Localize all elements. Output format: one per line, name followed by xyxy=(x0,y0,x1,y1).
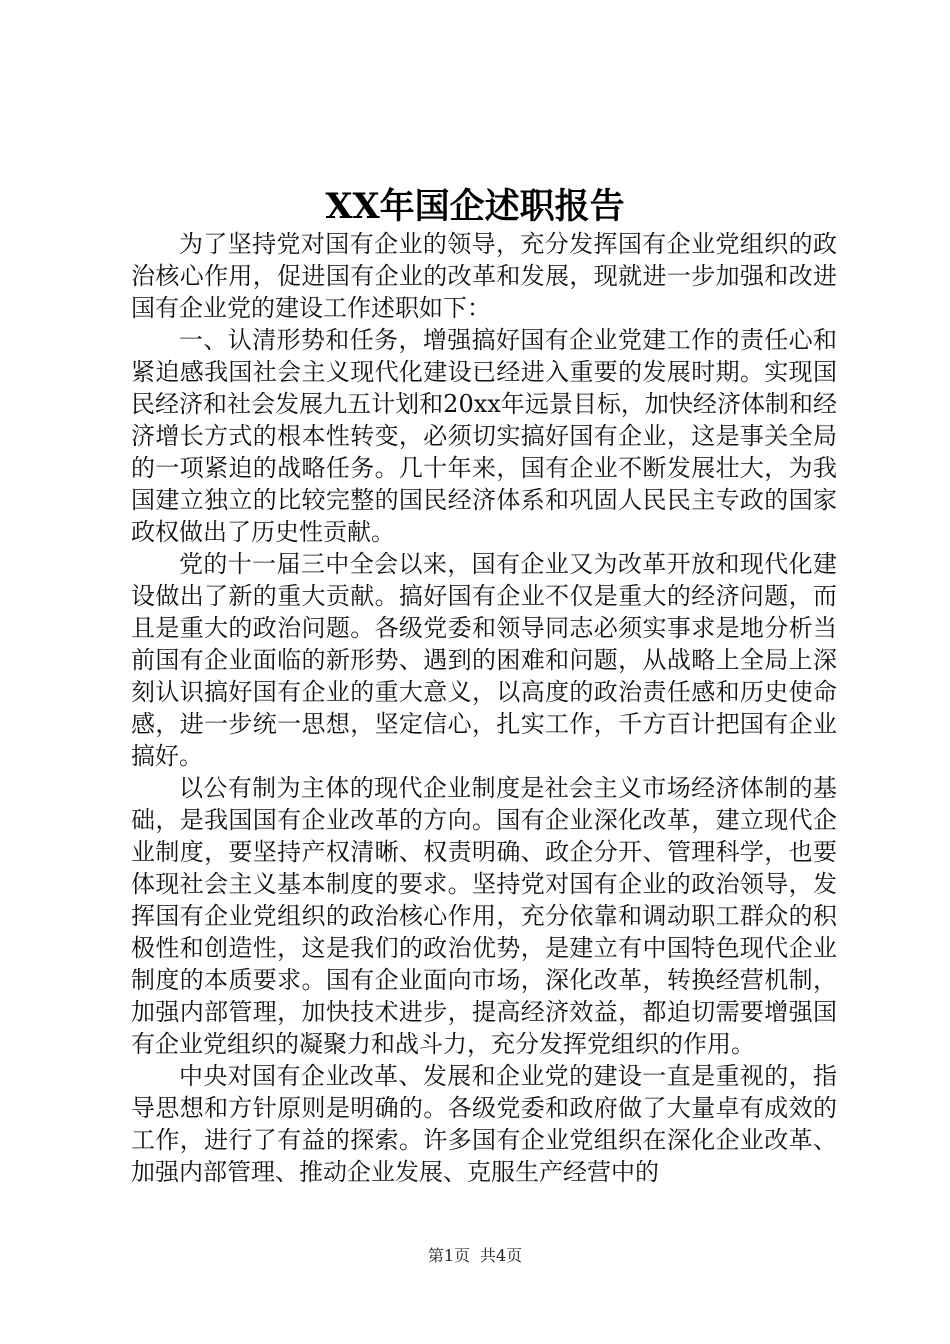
paragraph: 以公有制为主体的现代企业制度是社会主义市场经济体制的基础，是我国国有企业改革的方向。国有企业深化改革，建立现代企业制度，要坚持产权清晰、权责明确、政企分开、管理科学，也要体现社会主义基本制度的要求。坚持党对国有企业的政治领导，发挥国有企业党组织的政治核心作用，充分依靠和调动职工群众的积极性和创造性，这是我们的政治优势，是建立有中国特色现代企业制度的本质要求。国有企业面向市场，深化改革，转换经营机制，加强内部管理，加快技术进步，提高经济效益，都迫切需要增强国有企业党组织的凝聚力和战斗力，充分发挥党组织的作用。 xyxy=(131,774,837,1058)
page-number: 第1页 xyxy=(427,1246,470,1265)
page-footer xyxy=(0,1244,950,1268)
paragraph: 中央对国有企业改革、发展和企业党的建设一直是重视的，指导思想和方针原则是明确的。各级党委和政府做了大量卓有成效的工作，进行了有益的探索。许多国有企业党组织在深化企业改革、加强内部管理、推动企业发展、克服生产经营中的 xyxy=(131,1062,837,1186)
document-body xyxy=(131,228,837,1188)
page-total: 共4页 xyxy=(480,1246,523,1265)
document-title: XX年国企述职报告 xyxy=(325,186,625,227)
paragraph: 为了坚持党对国有企业的领导，充分发挥国有企业党组织的政治核心作用，促进国有企业的改革和发展，现就进一步加强和改进国有企业党的建设工作述职如下： xyxy=(131,230,837,322)
paragraph: 一、认清形势和任务，增强搞好国有企业党建工作的责任心和紧迫感我国社会主义现代化建设已经进入重要的发展时期。实现国民经济和社会发展九五计划和20xx年远景目标，加快经济体制和经济增长方式的根本性转变，必须切实搞好国有企业，这是事关全局的一项紧迫的战略任务。几十年来，国有企业不断发展壮大，为我国建立独立的比较完整的国民经济体系和巩固人民民主专政的国家政权做出了历史性贡献。 xyxy=(131,326,837,546)
paragraph: 党的十一届三中全会以来，国有企业又为改革开放和现代化建设做出了新的重大贡献。搞好国有企业不仅是重大的经济问题，而且是重大的政治问题。各级党委和领导同志必须实事求是地分析当前国有企业面临的新形势、遇到的困难和问题，从战略上全局上深刻认识搞好国有企业的重大意义，以高度的政治责任感和历史使命感，进一步统一思想，坚定信心，扎实工作，千方百计把国有企业搞好。 xyxy=(131,550,837,770)
